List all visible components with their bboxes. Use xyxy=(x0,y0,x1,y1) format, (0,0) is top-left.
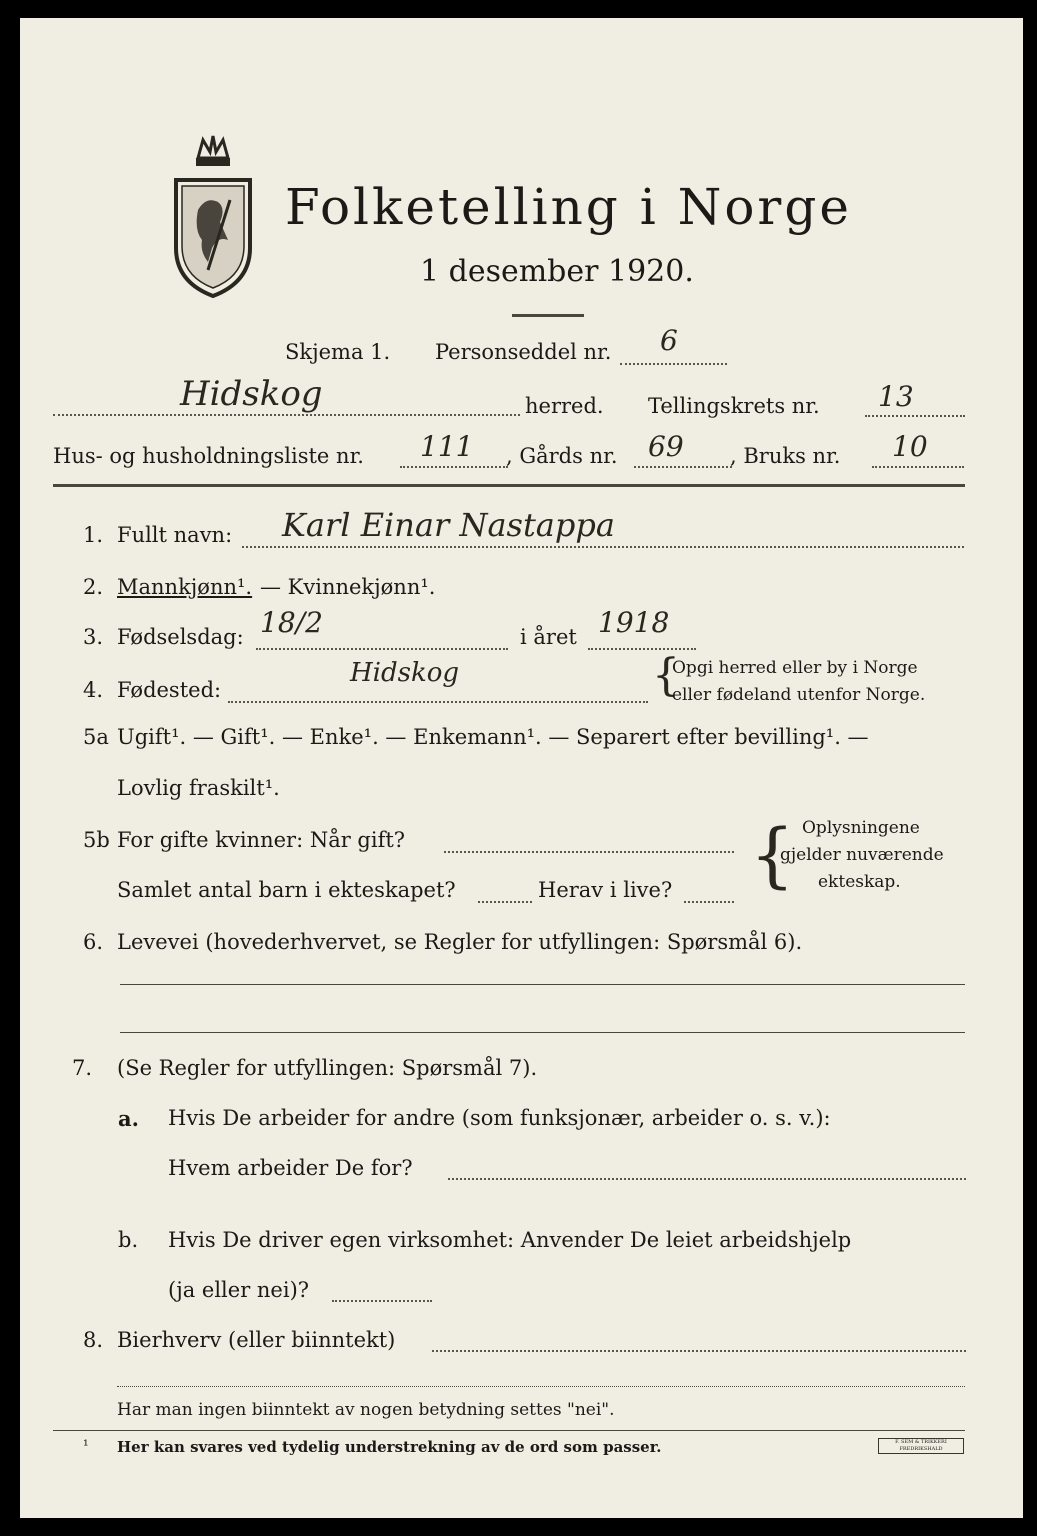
q7a-employer-line xyxy=(448,1178,966,1180)
census-form xyxy=(20,18,1023,1518)
q7-label: (Se Regler for utfyllingen: Spørsmål 7). xyxy=(117,1056,538,1080)
q5b-married-line xyxy=(444,851,734,853)
q2-male: Mannkjønn¹. xyxy=(117,575,253,599)
q5b-brace: { xyxy=(750,814,795,896)
q5b-alive-line xyxy=(684,901,734,903)
q2-number: 2. xyxy=(83,575,104,599)
q3-line xyxy=(256,648,508,650)
q5b-alive-label: Herav i live? xyxy=(538,878,673,902)
q4-brace: { xyxy=(652,650,680,701)
q3-number: 3. xyxy=(83,625,104,649)
bruks-line xyxy=(872,466,964,468)
q6-number: 6. xyxy=(83,930,104,954)
household-list-label: Hus- og husholdningsliste nr. xyxy=(53,444,364,468)
q5b-children-label: Samlet antal barn i ekteskapet? xyxy=(117,878,456,902)
gards-line xyxy=(634,466,732,468)
tellingskrets-line xyxy=(865,415,965,417)
header-divider xyxy=(53,484,965,487)
personseddel-label: Personseddel nr. xyxy=(435,340,612,364)
q5b-note-line2: gjelder nuværende xyxy=(780,845,944,865)
q6-label: Levevei (hovederhvervet, se Regler for utfyllingen: Spørsmål 6). xyxy=(117,930,803,954)
q4-number: 4. xyxy=(83,678,104,702)
q7b-answer-line xyxy=(332,1300,432,1302)
tellingskrets-label: Tellingskrets nr. xyxy=(648,394,820,418)
q5a-options-line2: Lovlig fraskilt¹. xyxy=(117,776,280,800)
q3-year-label: i året xyxy=(520,625,577,649)
q7b-answer-label: (ja eller nei)? xyxy=(168,1278,310,1302)
q2-rest: — Kvinnekjønn¹. xyxy=(260,575,436,599)
q5a-number: 5a xyxy=(83,725,109,749)
q4-line xyxy=(228,701,648,703)
herred-label: herred. xyxy=(525,394,604,418)
footnote-mark: ¹ xyxy=(83,1438,89,1454)
q8-label: Bierhverv (eller biinntekt) xyxy=(117,1328,396,1352)
q4-note-line2: eller fødeland utenfor Norge. xyxy=(672,685,926,705)
personseddel-value: 6 xyxy=(660,324,678,357)
q4-note-line1: Opgi herred eller by i Norge xyxy=(672,658,918,678)
q1-label: Fullt navn: xyxy=(117,523,233,547)
household-list-value: 111 xyxy=(420,430,474,463)
gards-label: , Gårds nr. xyxy=(506,444,618,468)
q7a-number: a. xyxy=(118,1106,139,1131)
q5b-number: 5b xyxy=(83,828,110,852)
q7b-text: Hvis De driver egen virksomhet: Anvender De leiet arbeidshjelp xyxy=(168,1228,852,1252)
gards-value: 69 xyxy=(648,430,684,463)
no-income-note: Har man ingen biinntekt av nogen betydning settes "nei". xyxy=(117,1400,615,1420)
q5a-options-line1: Ugift¹. — Gift¹. — Enke¹. — Enkemann¹. — Separert efter bevilling¹. — xyxy=(117,725,869,749)
title-rule xyxy=(512,314,584,317)
q3-label: Fødselsdag: xyxy=(117,625,244,649)
q8-line2 xyxy=(117,1386,965,1387)
q7a-employer-label: Hvem arbeider De for? xyxy=(168,1156,413,1180)
q3-value: 18/2 xyxy=(260,606,323,639)
printer-stamp: F. SEM & TRIKKERI FREDRIKSHALD xyxy=(878,1438,964,1454)
bruks-label: , Bruks nr. xyxy=(730,444,841,468)
q1-value: Karl Einar Nastappa xyxy=(282,506,615,544)
q6-line2 xyxy=(120,1032,965,1033)
q5b-married-label: For gifte kvinner: Når gift? xyxy=(117,828,406,852)
herred-line xyxy=(53,414,520,416)
q8-number: 8. xyxy=(83,1328,104,1352)
q4-label: Fødested: xyxy=(117,678,222,702)
q7a-text: Hvis De arbeider for andre (som funksjonær, arbeider o. s. v.): xyxy=(168,1106,831,1130)
q3-year-value: 1918 xyxy=(598,606,670,639)
norwegian-coat-of-arms-icon xyxy=(168,130,258,302)
tellingskrets-value: 13 xyxy=(878,380,914,413)
bruks-value: 10 xyxy=(892,430,928,463)
skjema-label: Skjema 1. xyxy=(285,340,391,364)
herred-value: Hidskog xyxy=(180,374,323,414)
q4-value: Hidskog xyxy=(350,658,460,688)
q5b-note-line1: Oplysningene xyxy=(802,818,920,838)
q7-number: 7. xyxy=(72,1056,93,1080)
q6-line1 xyxy=(120,984,965,985)
q5b-children-line xyxy=(478,901,532,903)
footer-divider xyxy=(53,1430,965,1431)
footnote: Her kan svares ved tydelig understrekning av de ord som passer. xyxy=(117,1438,662,1456)
census-date: 1 desember 1920. xyxy=(420,254,694,289)
q5b-note-line3: ekteskap. xyxy=(818,872,901,892)
q1-line xyxy=(242,546,964,548)
household-list-line xyxy=(400,466,508,468)
personseddel-line xyxy=(620,363,727,365)
q1-number: 1. xyxy=(83,523,104,547)
form-title: Folketelling i Norge xyxy=(285,178,852,236)
q7b-number: b. xyxy=(118,1228,139,1252)
q8-line xyxy=(432,1350,966,1352)
